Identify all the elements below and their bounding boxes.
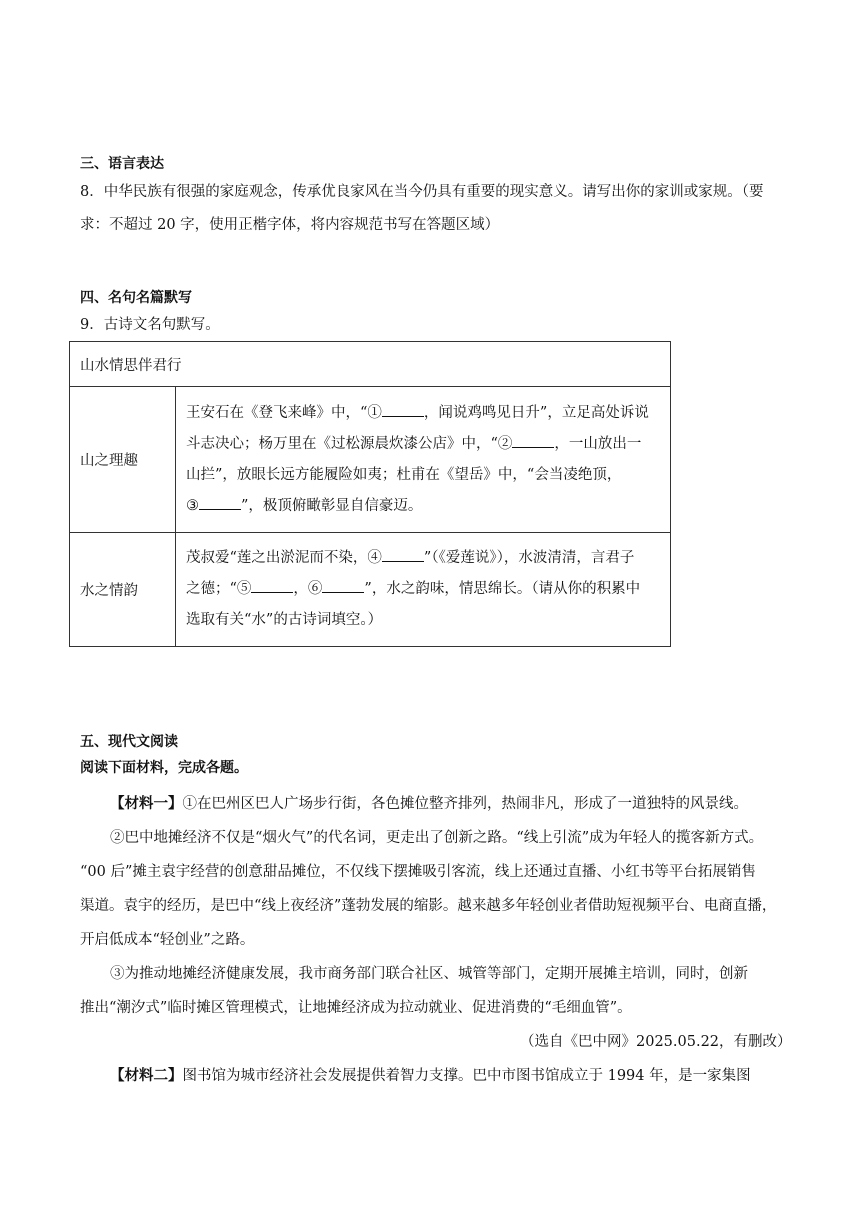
material-1-para-2-line-4: 开启低成本“轻创业”之路。 — [80, 932, 255, 948]
text-fragment: ，⑥ — [293, 581, 323, 597]
question-8-line-2: 求：不超过 20 字，使用正楷字体，将内容规范书写在答题区域） — [80, 217, 500, 233]
text-fragment: ①在巴州区巴人广场步行街，各色摊位整齐排列，热闹非凡，形成了一道独特的风景线。 — [182, 796, 748, 812]
material-1-para-2-line-1: ②巴中地摊经济不仅是“烟火气”的代名词，更走出了创新之路。“线上引流”成为年轻人的揽客新方式。 — [110, 830, 764, 846]
text-fragment: ”（《爱莲说》），水波清清，言君子 — [423, 550, 635, 566]
material-2-tag: 【材料二】 — [110, 1067, 183, 1084]
text-fragment: 之德；“⑤ — [186, 581, 252, 597]
text-line: 山拦”，放眼长远方能履险如夷；杜甫在《望岳》中，“会当凌绝顶， — [186, 466, 622, 483]
row-text-water — [176, 533, 671, 647]
material-1-para-3-line-1: ③为推动地摊经济健康发展，我市商务部门联合社区、城管等部门，定期开展摊主培训，同时，创新 — [110, 966, 748, 982]
answer-blank-2[interactable] — [512, 433, 554, 448]
text-fragment: 图书馆为城市经济社会发展提供着智力支撑。巴中市图书馆成立于 1994 年，是一家集图 — [182, 1068, 751, 1084]
section-3-heading: 三、语言表达 — [80, 156, 164, 172]
text-fragment: ”，极顶俯瞰彰显自信豪迈。 — [241, 497, 423, 514]
text-fragment: ”，水之韵味，情思绵长。（请从你的积累中 — [364, 581, 641, 597]
text-fragment: ，一山放出一 — [554, 435, 642, 452]
material-1-para-2-line-2: “00 后”摊主袁宇经营的创意甜品摊位，不仅线下摆摊吸引客流，线上还通过直播、小红书等平台拓展销售 — [80, 864, 756, 880]
answer-blank-1[interactable] — [382, 402, 424, 417]
question-9: 9．古诗文名句默写。 — [80, 317, 220, 333]
answer-blank-6[interactable] — [322, 578, 364, 593]
text-fragment: 茂叔爱“莲之出淤泥而不染，④ — [186, 550, 382, 566]
poem-table — [69, 341, 671, 647]
material-1-para-1 — [110, 792, 748, 813]
material-1-source: （选自《巴中网》2025.05.22，有删改） — [520, 1034, 792, 1050]
row-label-water: 水之情韵 — [70, 533, 176, 647]
table-header: 山水情思伴君行 — [70, 342, 671, 387]
text-fragment: ，闻说鸡鸣见日升”，立足高处诉说 — [423, 404, 649, 421]
text-fragment: 斗志决心；杨万里在《过松源晨炊漆公店》中，“② — [186, 435, 513, 452]
row-text-mountain — [176, 387, 671, 533]
material-2-line-1 — [110, 1064, 751, 1085]
material-1-para-3-line-2: 推出“潮汐式”临时摊区管理模式，让地摊经济成为拉动就业、促进消费的“毛细血管”。 — [80, 1000, 632, 1016]
material-1-tag: 【材料一】 — [110, 795, 183, 812]
answer-blank-3[interactable] — [199, 495, 241, 510]
material-1-para-2-line-3: 渠道。袁宇的经历，是巴中“线上夜经济”蓬勃发展的缩影。越来越多年轻创业者借助短视频平台、电商直播， — [80, 898, 777, 914]
text-fragment: ③ — [186, 497, 199, 514]
answer-blank-4[interactable] — [382, 547, 424, 562]
row-label-mountain: 山之理趣 — [70, 387, 176, 533]
reading-instruction: 阅读下面材料，完成各题。 — [80, 760, 248, 776]
section-5-heading: 五、现代文阅读 — [80, 734, 178, 750]
question-8-line-1: 8．中华民族有很强的家庭观念，传承优良家风在当今仍具有重要的现实意义。请写出你的家训或家规。（要 — [80, 184, 764, 200]
answer-blank-5[interactable] — [251, 578, 293, 593]
section-4-heading: 四、名句名篇默写 — [80, 290, 192, 306]
text-fragment: 王安石在《登飞来峰》中，“① — [186, 404, 382, 421]
text-line: 选取有关“水”的古诗词填空。） — [186, 612, 383, 628]
